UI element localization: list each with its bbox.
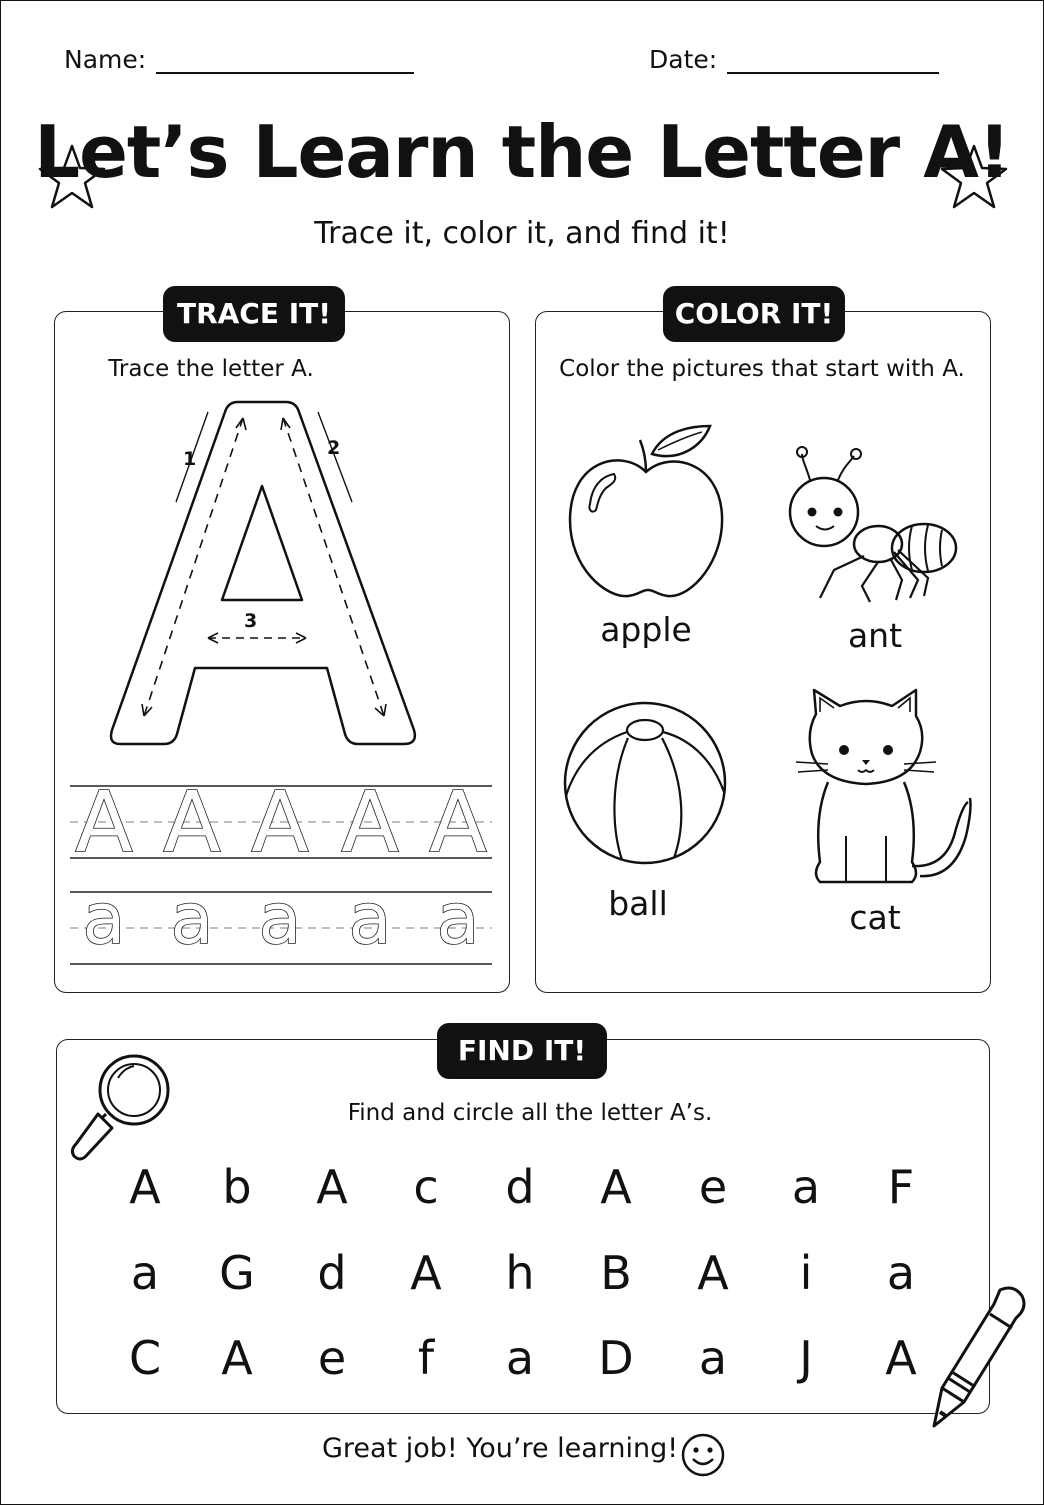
find-letter[interactable]: A	[410, 1246, 442, 1300]
crayon-icon	[928, 1284, 1028, 1434]
find-letter[interactable]: C	[128, 1331, 162, 1385]
trace-letter-lower[interactable]: a	[436, 878, 480, 960]
name-line[interactable]	[156, 44, 414, 74]
cat-icon[interactable]	[794, 686, 974, 892]
find-letter[interactable]: a	[130, 1246, 160, 1300]
find-letter[interactable]: F	[887, 1160, 915, 1214]
stroke-number-1: 1	[183, 448, 197, 470]
picture-label-ball: ball	[608, 884, 668, 923]
stroke-number-3: 3	[244, 610, 258, 632]
trace-letter-upper[interactable]: A	[75, 773, 133, 871]
find-letter[interactable]: A	[697, 1246, 729, 1300]
magnifier-icon	[72, 1052, 176, 1164]
find-letter[interactable]: a	[698, 1331, 728, 1385]
trace-letter-upper[interactable]: A	[429, 773, 487, 871]
color-badge: COLOR IT!	[663, 286, 845, 342]
find-letter[interactable]: D	[598, 1331, 634, 1385]
page-title: Let’s Learn the Letter A!	[34, 110, 1010, 194]
find-letter[interactable]: d	[505, 1160, 535, 1214]
find-letter[interactable]: a	[791, 1160, 821, 1214]
color-instruction: Color the pictures that start with A.	[559, 356, 965, 382]
picture-label-apple: apple	[600, 610, 692, 649]
find-letter[interactable]: A	[221, 1331, 253, 1385]
ball-icon[interactable]	[562, 700, 728, 866]
find-letter[interactable]: A	[885, 1331, 917, 1385]
find-letter[interactable]: B	[600, 1246, 632, 1300]
apple-icon[interactable]	[562, 420, 732, 605]
date-line[interactable]	[727, 44, 939, 74]
name-field[interactable]	[64, 44, 414, 74]
find-letter[interactable]: b	[222, 1160, 252, 1214]
date-field[interactable]	[649, 44, 939, 74]
find-letter[interactable]: a	[886, 1246, 916, 1300]
find-badge: FIND IT!	[437, 1023, 607, 1079]
trace-letter-upper[interactable]: A	[163, 773, 221, 871]
trace-letter-lower[interactable]: a	[258, 878, 302, 960]
date-label: Date:	[649, 45, 718, 74]
find-letter[interactable]: A	[600, 1160, 632, 1214]
picture-label-cat: cat	[849, 898, 901, 937]
find-letter[interactable]: A	[129, 1160, 161, 1214]
trace-instruction: Trace the letter A.	[108, 356, 314, 382]
find-letter[interactable]: h	[505, 1246, 535, 1300]
find-letter[interactable]: e	[317, 1331, 347, 1385]
trace-letter-lower[interactable]: a	[348, 878, 392, 960]
trace-letter-upper[interactable]: A	[341, 773, 399, 871]
smiley-icon	[681, 1433, 725, 1477]
stroke-number-2: 2	[327, 437, 341, 459]
trace-lowercase-row[interactable]	[66, 878, 506, 980]
find-letter[interactable]: c	[413, 1160, 439, 1214]
page-subtitle: Trace it, color it, and find it!	[314, 216, 730, 251]
find-letter[interactable]: G	[219, 1246, 255, 1300]
picture-label-ant: ant	[847, 616, 903, 655]
trace-badge: TRACE IT!	[163, 286, 345, 342]
find-letter[interactable]: d	[317, 1246, 347, 1300]
big-letter-a-outline[interactable]	[100, 390, 440, 760]
find-instruction: Find and circle all the letter A’s.	[347, 1100, 713, 1126]
find-letter[interactable]: f	[417, 1331, 435, 1385]
trace-uppercase-row[interactable]	[66, 773, 506, 871]
trace-letter-upper[interactable]: A	[251, 773, 309, 871]
find-letter[interactable]: J	[799, 1331, 813, 1385]
ant-icon[interactable]	[784, 440, 964, 615]
find-letter[interactable]: a	[505, 1331, 535, 1385]
find-letter[interactable]: e	[698, 1160, 728, 1214]
find-letter[interactable]: i	[799, 1246, 813, 1300]
find-letter[interactable]: A	[316, 1160, 348, 1214]
footer-message: Great job! You’re learning!	[322, 1433, 679, 1464]
name-label: Name:	[64, 45, 147, 74]
trace-letter-lower[interactable]: a	[82, 878, 126, 960]
trace-letter-lower[interactable]: a	[170, 878, 214, 960]
